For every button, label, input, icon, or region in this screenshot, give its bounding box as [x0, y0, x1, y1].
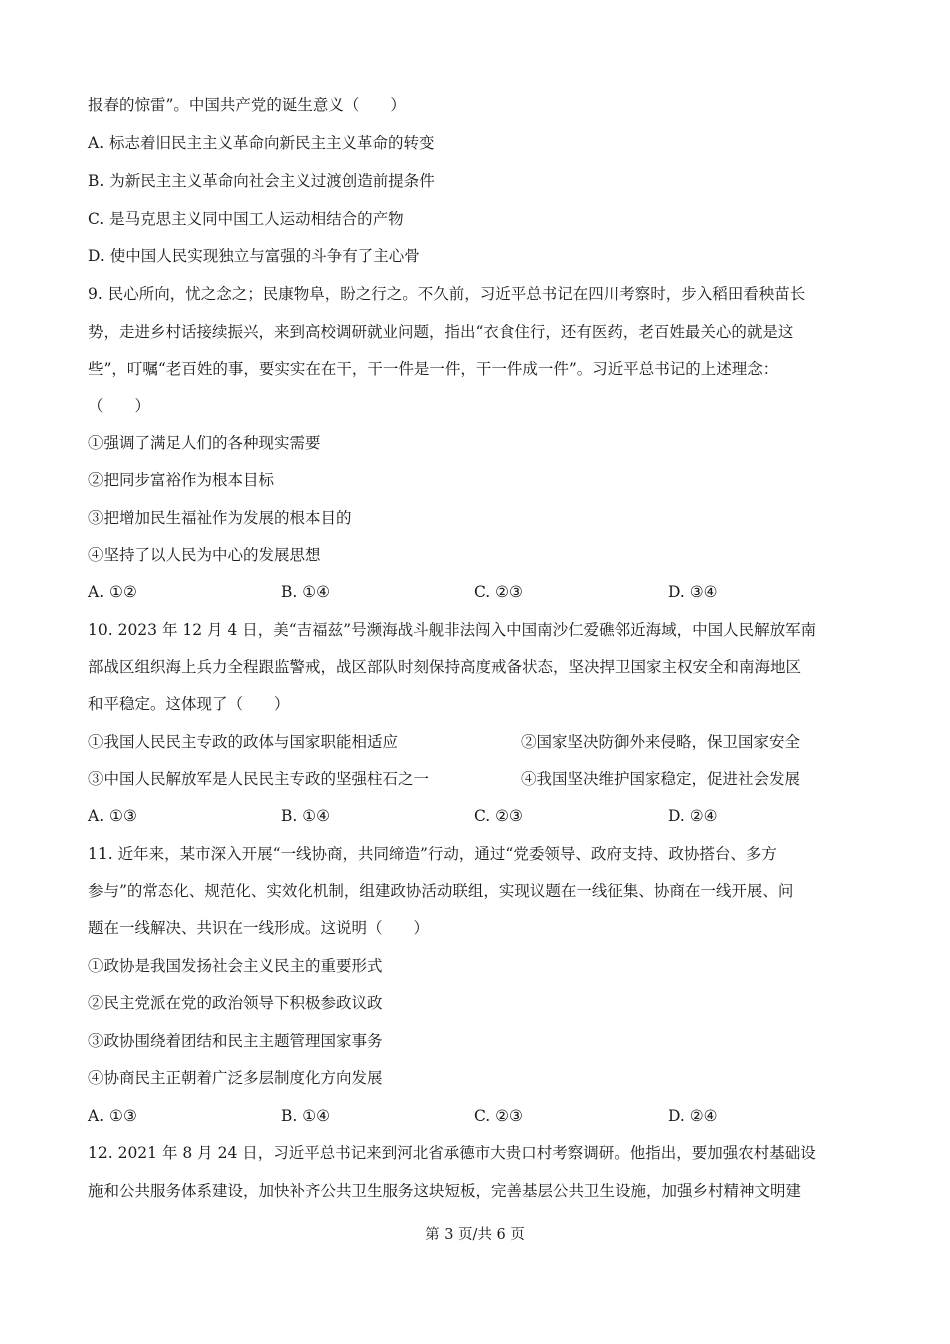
q10-options	[88, 806, 868, 826]
q10-line-2: 部战区组织海上兵力全程跟监警戒，战区部队时刻保持高度戒备状态，坚决捍卫国家主权安全和南海地区	[88, 658, 802, 676]
q11-option-c: C. ②③	[474, 1107, 523, 1125]
q11-statement-4: ④协商民主正朝着广泛多层制度化方向发展	[88, 1069, 383, 1087]
q9-line-1: 9. 民心所向，忧之念之；民康物阜，盼之行之。不久前，习近平总书记在四川考察时，步入稻田看秧苗长	[88, 285, 806, 303]
q10-statements-row-2	[88, 769, 868, 789]
q9-options	[88, 582, 868, 602]
q9-option-c: C. ②③	[474, 583, 523, 601]
q9-statement-2: ②把同步富裕作为根本目标	[88, 471, 275, 489]
q10-statement-4: ④我国坚决维护国家稳定，促进社会发展	[521, 770, 801, 788]
q8-option-b: B. 为新民主主义革命向社会主义过渡创造前提条件	[88, 172, 435, 190]
q10-line-3: 和平稳定。这体现了（ ）	[88, 695, 290, 713]
q12-line-1: 12. 2021 年 8 月 24 日，习近平总书记来到河北省承德市大贵口村考察调研。他指出，要加强农村基础设	[88, 1144, 816, 1162]
q10-statements-row-1	[88, 732, 868, 752]
q10-option-c: C. ②③	[474, 807, 523, 825]
q11-line-1: 11. 近年来，某市深入开展“一线协商，共同缔造”行动，通过“党委领导、政府支持、政协搭台、多方	[88, 845, 777, 863]
q9-line-3: 些”，叮嘱“老百姓的事，要实实在在干，干一件是一件，干一件成一件”。习近平总书记的上述理念：	[88, 360, 779, 378]
q10-option-b: B. ①④	[281, 807, 331, 825]
page-footer: 第 3 页/共 6 页	[425, 1227, 525, 1243]
q11-option-d: D. ②④	[668, 1107, 718, 1125]
q9-option-d: D. ③④	[668, 583, 718, 601]
q12-line-2: 施和公共服务体系建设，加快补齐公共卫生服务这块短板，完善基层公共卫生设施，加强乡村精神文明建	[88, 1182, 802, 1200]
q11-option-b: B. ①④	[281, 1107, 331, 1125]
q8-continuation: 报春的惊雷”。中国共产党的诞生意义（ ）	[88, 96, 406, 114]
q11-line-2: 参与”的常态化、规范化、实效化机制，组建政协活动联组，实现议题在一线征集、协商在一线开展、问	[88, 882, 794, 900]
q11-line-3: 题在一线解决、共识在一线形成。这说明（ ）	[88, 919, 430, 937]
q9-statement-3: ③把增加民生福祉作为发展的根本目的	[88, 509, 352, 527]
q11-option-a: A. ①③	[88, 1107, 137, 1125]
q8-option-d: D. 使中国人民实现独立与富强的斗争有了主心骨	[88, 247, 420, 265]
q10-statement-3: ③中国人民解放军是人民民主专政的坚强柱石之一	[88, 770, 430, 788]
q9-statement-1: ①强调了满足人们的各种现实需要	[88, 434, 321, 452]
q10-statement-1: ①我国人民民主专政的政体与国家职能相适应	[88, 733, 399, 751]
q8-option-c: C. 是马克思主义同中国工人运动相结合的产物	[88, 210, 404, 228]
q8-option-a: A. 标志着旧民主主义革命向新民主主义革命的转变	[88, 134, 435, 152]
q10-option-a: A. ①③	[88, 807, 137, 825]
q11-statement-2: ②民主党派在党的政治领导下积极参政议政	[88, 994, 383, 1012]
q9-line-2: 势，走进乡村话接续振兴，来到高校调研就业问题，指出“衣食住行，还有医药，老百姓最关心的就是这	[88, 323, 794, 341]
q9-line-4: （ ）	[88, 397, 151, 415]
q11-statement-1: ①政协是我国发扬社会主义民主的重要形式	[88, 957, 383, 975]
q10-statement-2: ②国家坚决防御外来侵略，保卫国家安全	[521, 733, 801, 751]
q11-statement-3: ③政协围绕着团结和民主主题管理国家事务	[88, 1032, 383, 1050]
q10-line-1: 10. 2023 年 12 月 4 日，美“吉福兹”号濒海战斗舰非法闯入中国南沙仁爱礁邻近海域，中国人民解放军南	[88, 621, 817, 639]
q10-option-d: D. ②④	[668, 807, 718, 825]
q11-options	[88, 1106, 868, 1126]
q9-option-a: A. ①②	[88, 583, 137, 601]
q9-statement-4: ④坚持了以人民为中心的发展思想	[88, 546, 321, 564]
q9-option-b: B. ①④	[281, 583, 331, 601]
